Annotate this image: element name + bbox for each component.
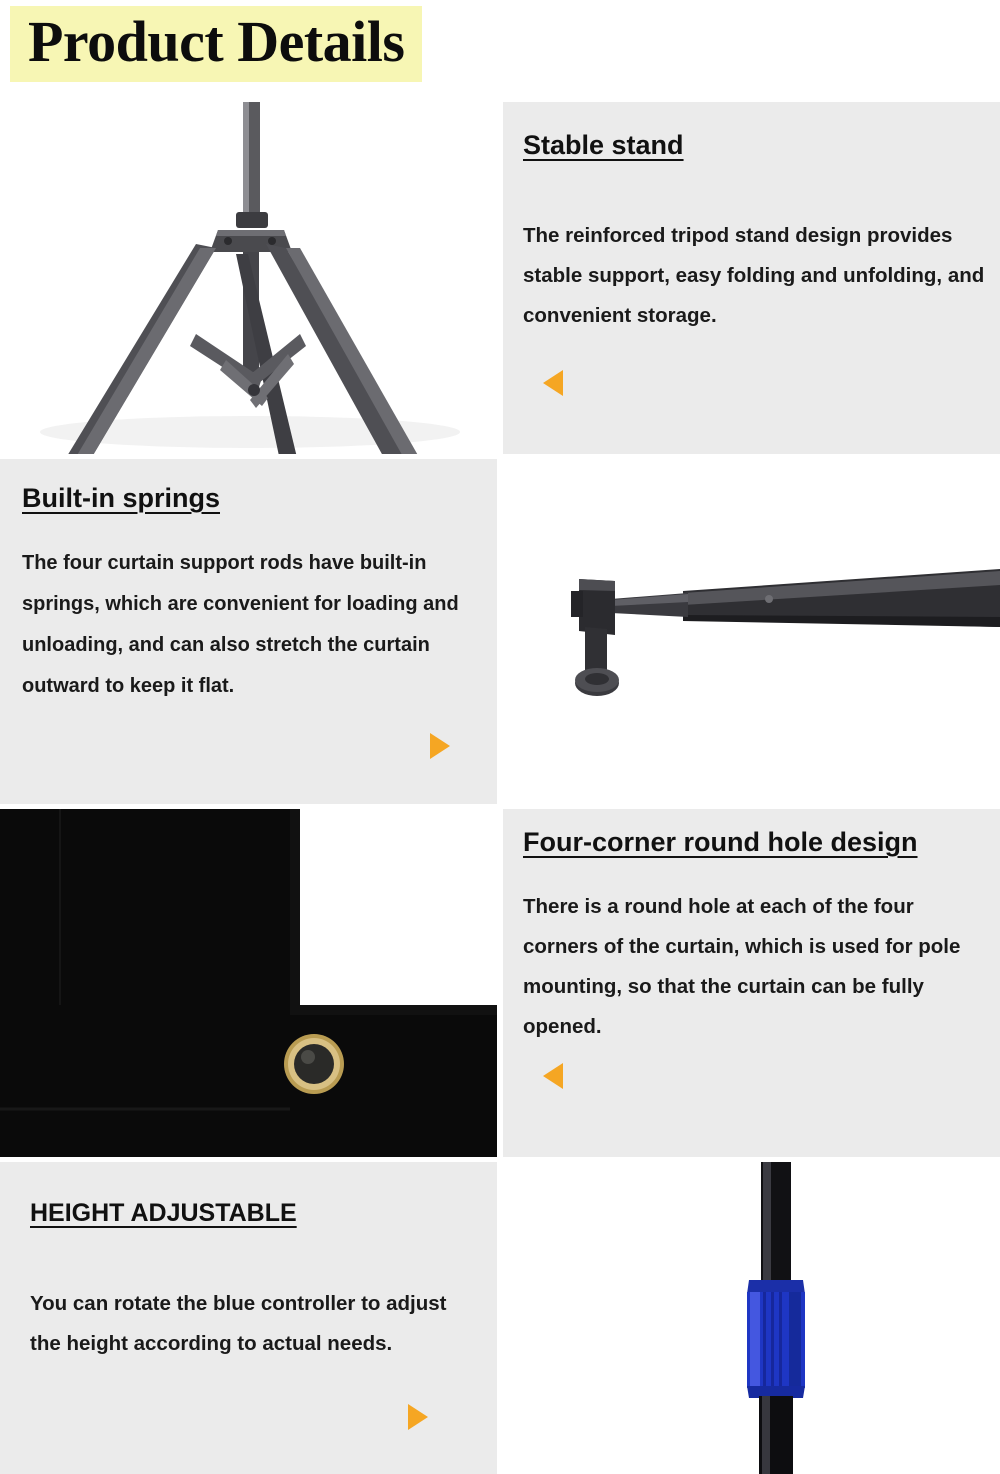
height-adjustable-body: You can rotate the blue controller to adjust the height according to actual needs.: [30, 1292, 447, 1355]
support-rod-image: [503, 459, 1000, 804]
arrow-left-icon: [543, 1063, 563, 1089]
arrow-right-icon: [408, 1404, 428, 1430]
four-corner-title: Four-corner round hole design: [523, 827, 918, 857]
curtain-corner-illustration: [0, 809, 497, 1157]
arrow-left-icon: [543, 370, 563, 396]
four-corner-body: There is a round hole at each of the four corners of the curtain, which is used for pole mounting, so that the curtain can be fully opened.: [523, 895, 961, 1038]
stable-stand-body: The reinforced tripod stand design provides stable support, easy folding and unfolding, and convenient storage.: [523, 224, 985, 327]
pole-controller-illustration: [503, 1162, 1000, 1474]
section-built-in-springs: [0, 459, 1000, 804]
built-in-springs-text-panel: [0, 459, 497, 804]
height-adjustable-text-panel: [0, 1162, 497, 1474]
pole-controller-image: [503, 1162, 1000, 1474]
tripod-stand-image: [0, 102, 497, 454]
stable-stand-title: Stable stand: [523, 130, 684, 160]
arrow-right-icon: [430, 733, 450, 759]
tripod-illustration: [0, 102, 497, 454]
curtain-corner-image: [0, 809, 497, 1157]
height-adjustable-title: HEIGHT ADJUSTABLE: [30, 1199, 297, 1227]
section-four-corner-round-hole: [0, 809, 1000, 1157]
page-header: [0, 0, 1000, 100]
stable-stand-text-panel: [503, 102, 1000, 454]
page-title: Product Details: [28, 9, 405, 74]
page-title-highlight: [10, 6, 422, 82]
four-corner-text-panel: [503, 809, 1000, 1157]
support-rod-illustration: [503, 459, 1000, 804]
built-in-springs-title: Built-in springs: [22, 483, 220, 513]
section-height-adjustable: [0, 1162, 1000, 1474]
section-stable-stand: [0, 102, 1000, 454]
built-in-springs-body: The four curtain support rods have built-in springs, which are convenient for loading and unloading, and can also stretch the curtain outward to keep it flat.: [22, 552, 459, 697]
